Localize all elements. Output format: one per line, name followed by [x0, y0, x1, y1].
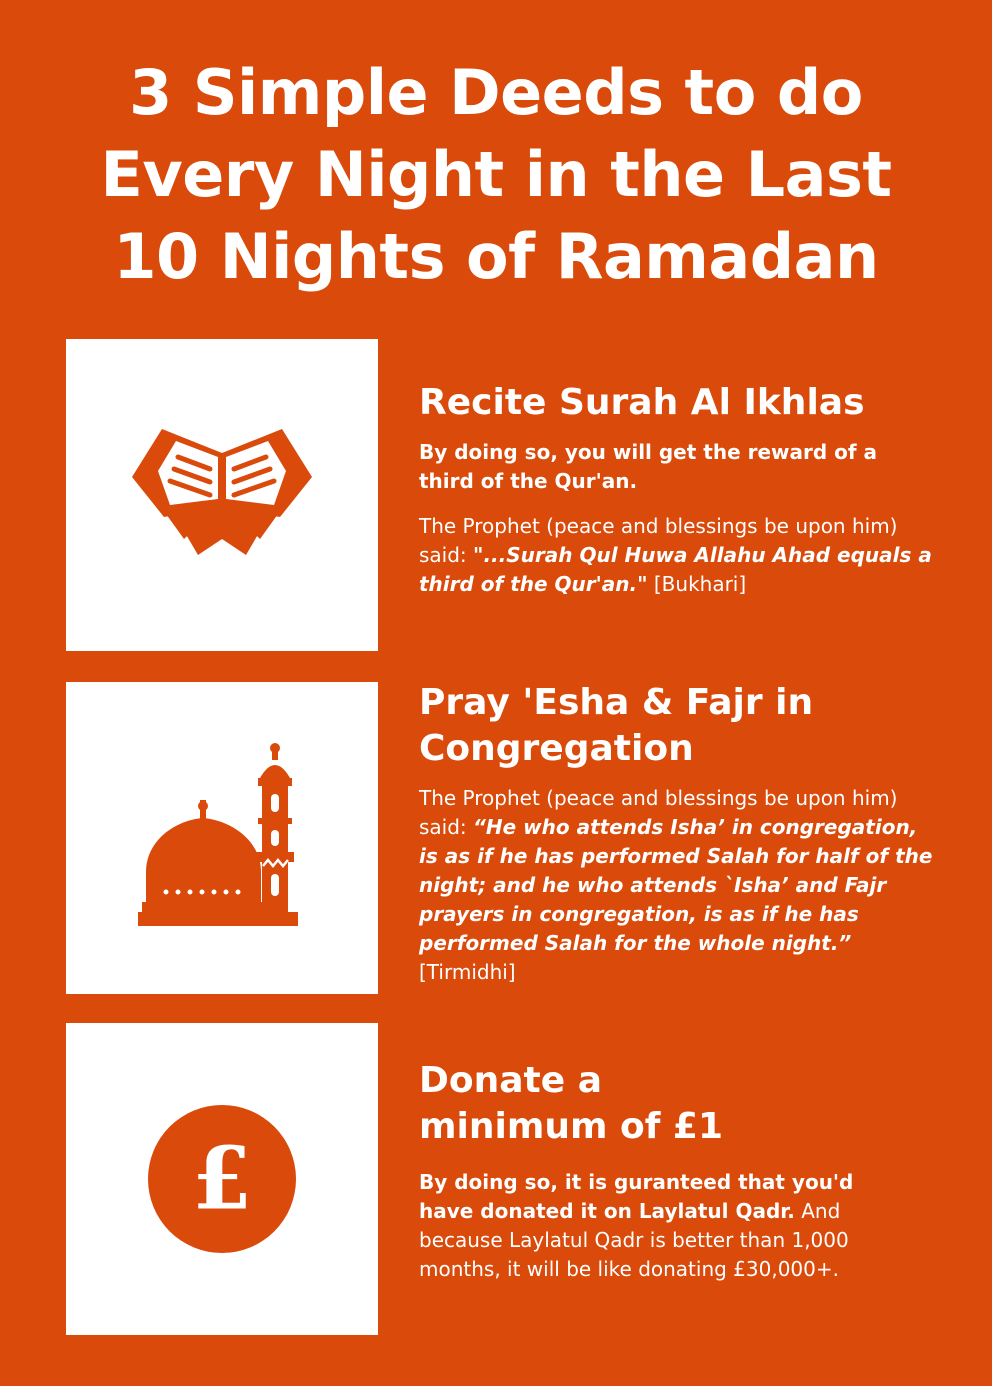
hadith-quote: "...Surah Qul Huwa Allahu Ahad equals a third of the Qur'an." [419, 543, 932, 596]
deed-heading-line-2: Congregation [419, 728, 694, 769]
page-title [0, 52, 992, 298]
deed-heading: Recite Surah Al Ikhlas [419, 382, 865, 423]
deed-body [419, 512, 939, 599]
mosque-card [66, 682, 378, 994]
deed-text-intro: The Prophet (peace and blessings be upon him) said: [419, 786, 898, 839]
pound-symbol: £ [192, 1128, 252, 1230]
page-title-line-3: 10 Nights of Ramadan [113, 220, 879, 293]
hadith-quote: “He who attends Isha’ in congregation, is as if he has performed Salah for half of the night; and he who attends `Isha’ and Fajr prayers in congregation, is as if he has performed Salah for the whole night.” [419, 815, 933, 955]
deed-body [419, 1168, 889, 1284]
deed-heading [419, 680, 939, 772]
deed-pray-congregation [419, 680, 939, 987]
deed-lead: By doing so, it is guranteed that you'd have donated it on Laylatul Qadr. [419, 1170, 854, 1223]
deed-lead: By doing so, you will get the reward of a third of the Qur'an. [419, 440, 878, 493]
deed-body [419, 784, 939, 987]
hadith-source: [Tirmidhi] [419, 960, 516, 984]
deed-text-intro: The Prophet (peace and blessings be upon him) said: [419, 514, 898, 567]
deed-recite-surah [419, 380, 939, 599]
deed-heading-line-2: minimum of £1 [419, 1106, 724, 1147]
deed-heading-line-1: Pray 'Esha & Fajr in [419, 682, 814, 723]
quran-icon [66, 339, 378, 651]
pound-coin-icon [66, 1023, 378, 1335]
quran-card [66, 339, 378, 651]
deed-heading [419, 1058, 939, 1150]
deed-donate [419, 1058, 939, 1284]
donate-card [66, 1023, 378, 1335]
page-title-line-2: Every Night in the Last [100, 138, 892, 211]
mosque-icon [66, 682, 378, 994]
deed-heading-line-1: Donate a [419, 1060, 602, 1101]
page-title-line-1: 3 Simple Deeds to do [129, 56, 863, 129]
deed-text: And because Laylatul Qadr is better than 1,000 months, it will be like donating £30,000+. [419, 1199, 849, 1281]
hadith-source: [Bukhari] [647, 572, 747, 596]
